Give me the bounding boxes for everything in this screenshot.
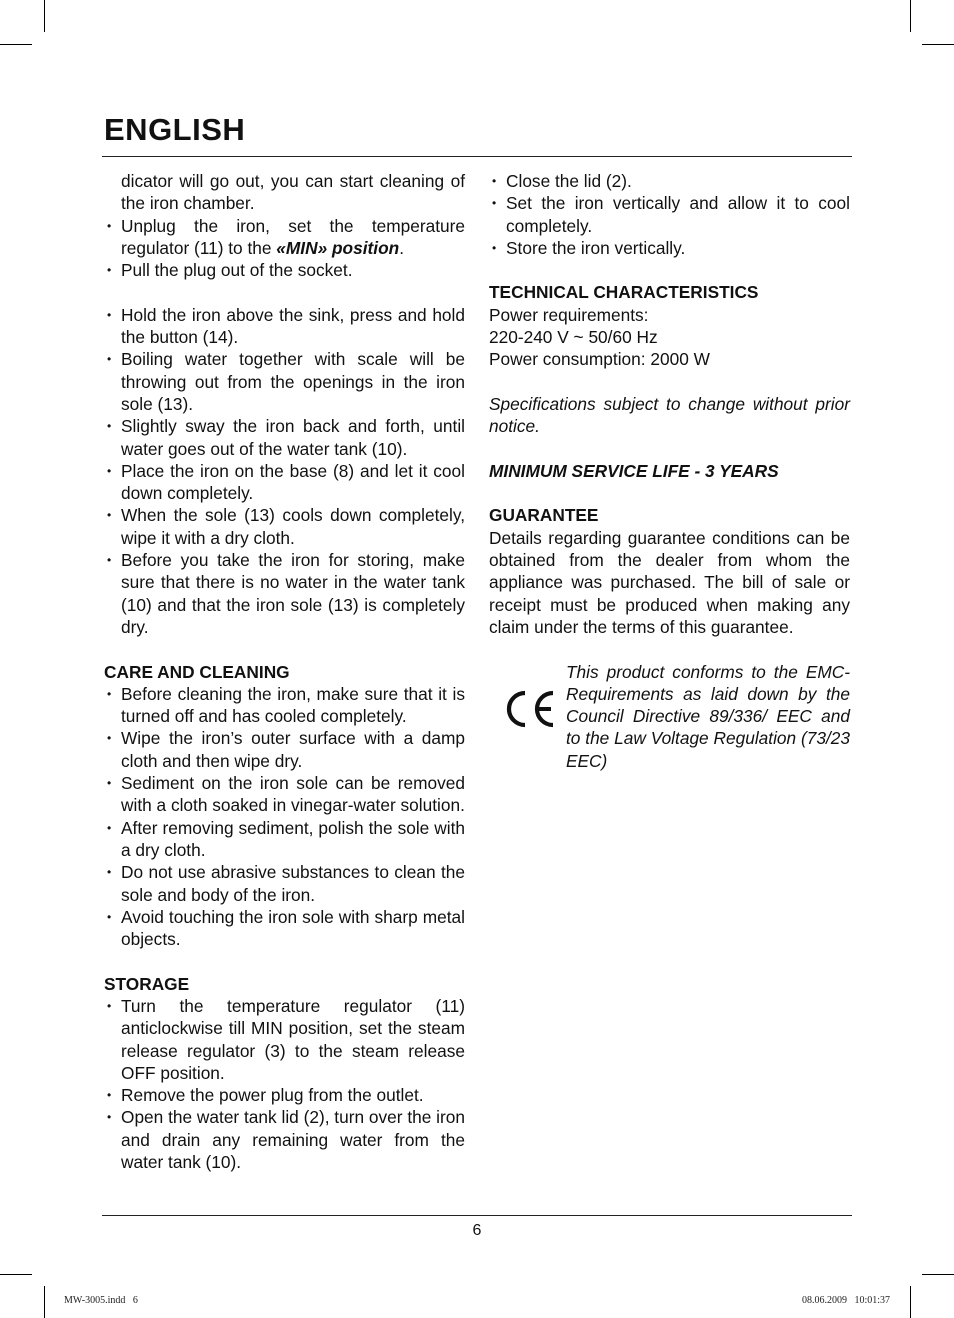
list-item: • Set the iron vertically and allow it to cool completely.: [489, 192, 850, 237]
list-item: • Store the iron vertically.: [489, 237, 850, 259]
list-item: • Before cleaning the iron, make sure that it is turned off and has cooled completely.: [104, 683, 465, 728]
list-item: • Sediment on the iron sole can be removed with a cloth soaked in vinegar-water solution.: [104, 772, 465, 817]
care-list: [104, 683, 465, 951]
crop-mark: [44, 1286, 45, 1318]
footer-rule: [102, 1215, 852, 1216]
tech-line: Power consumption: 2000 W: [489, 349, 710, 370]
header-rule: [102, 156, 852, 157]
list-item: • Turn the temperature regulator (11) anticlockwise till MIN position, set the steam release regulator (3) to the steam release OFF position.: [104, 995, 465, 1084]
list-item-text: Unplug the iron, set the temperature regulator (11) to the: [121, 215, 465, 258]
list-item-text: .: [399, 237, 405, 258]
crop-mark: [922, 44, 954, 45]
list-item: [104, 215, 465, 260]
guarantee-title: GUARANTEE: [489, 505, 599, 526]
tech-line: 220-240 V ~ 50/60 Hz: [489, 327, 658, 348]
page-heading: ENGLISH: [104, 112, 246, 147]
list-item: • Open the water tank lid (2), turn over the iron and drain any remaining water from the water tank (10).: [104, 1106, 465, 1173]
min-position-emphasis: «MIN» position: [276, 237, 400, 258]
left-column: [104, 170, 465, 1173]
guarantee-text: Details regarding guarantee conditions can be obtained from the dealer from whom the appliance was purchased. The bill of sale or receipt must be produced when making any claim under the terms of this guarantee.: [489, 527, 850, 637]
list-item: • Slightly sway the iron back and forth, until water goes out of the water tank (10).: [104, 415, 465, 460]
storage-list-continued: [489, 170, 850, 259]
intro-list: [104, 215, 465, 282]
technical-characteristics-title: TECHNICAL CHARACTERISTICS: [489, 282, 759, 303]
list-item: • Before you take the iron for storing, make sure that there is no water in the water tank (10) and that the iron sole (13) is completely dry.: [104, 549, 465, 638]
storage-title: STORAGE: [104, 973, 190, 994]
crop-mark: [44, 0, 45, 32]
right-column: [489, 170, 850, 772]
crop-mark: [910, 1286, 911, 1318]
list-item: • Hold the iron above the sink, press and hold the button (14).: [104, 304, 465, 349]
tech-line: Power requirements:: [489, 304, 649, 325]
specification-note: Specifications subject to change without prior notice.: [489, 393, 850, 437]
storage-list: [104, 995, 465, 1173]
ce-conformity-text: This product conforms to the EMC-Requirements as laid down by the Council Directive 89/336/ EEC and to the Law Voltage Regulation (73/23 EEC): [566, 661, 850, 771]
crop-mark: [0, 44, 32, 45]
list-item: • After removing sediment, polish the sole with a dry cloth.: [104, 817, 465, 862]
list-item: • Wipe the iron’s outer surface with a damp cloth and then wipe dry.: [104, 727, 465, 772]
service-life-title: MINIMUM SERVICE LIFE - 3 YEARS: [489, 460, 779, 481]
print-slug-file: MW-3005.indd 6: [64, 1295, 138, 1306]
ce-conformity-block: [489, 661, 850, 772]
list-item: • Close the lid (2).: [489, 170, 850, 192]
list-item: • Place the iron on the base (8) and let it cool down completely.: [104, 460, 465, 505]
page-number: 6: [472, 1222, 482, 1239]
crop-mark: [0, 1274, 32, 1275]
care-cleaning-title: CARE AND CLEANING: [104, 661, 290, 682]
list-item: • Avoid touching the iron sole with sharp metal objects.: [104, 906, 465, 951]
continued-text: dicator will go out, you can start cleaning of the iron chamber.: [121, 171, 465, 214]
list-item: • Remove the power plug from the outlet.: [104, 1084, 465, 1106]
crop-mark: [910, 0, 911, 32]
list-item: • Pull the plug out of the socket.: [104, 259, 465, 281]
crop-mark: [922, 1274, 954, 1275]
list-item: • Boiling water together with scale will be throwing out from the openings in the iron sole (13).: [104, 348, 465, 415]
ce-mark-icon: [503, 689, 555, 729]
list-item: • Do not use abrasive substances to clean the sole and body of the iron.: [104, 861, 465, 906]
print-slug-date: 08.06.2009 10:01:37: [801, 1295, 890, 1306]
list-item: • When the sole (13) cools down completely, wipe it with a dry cloth.: [104, 504, 465, 549]
descaling-list: [104, 304, 465, 638]
